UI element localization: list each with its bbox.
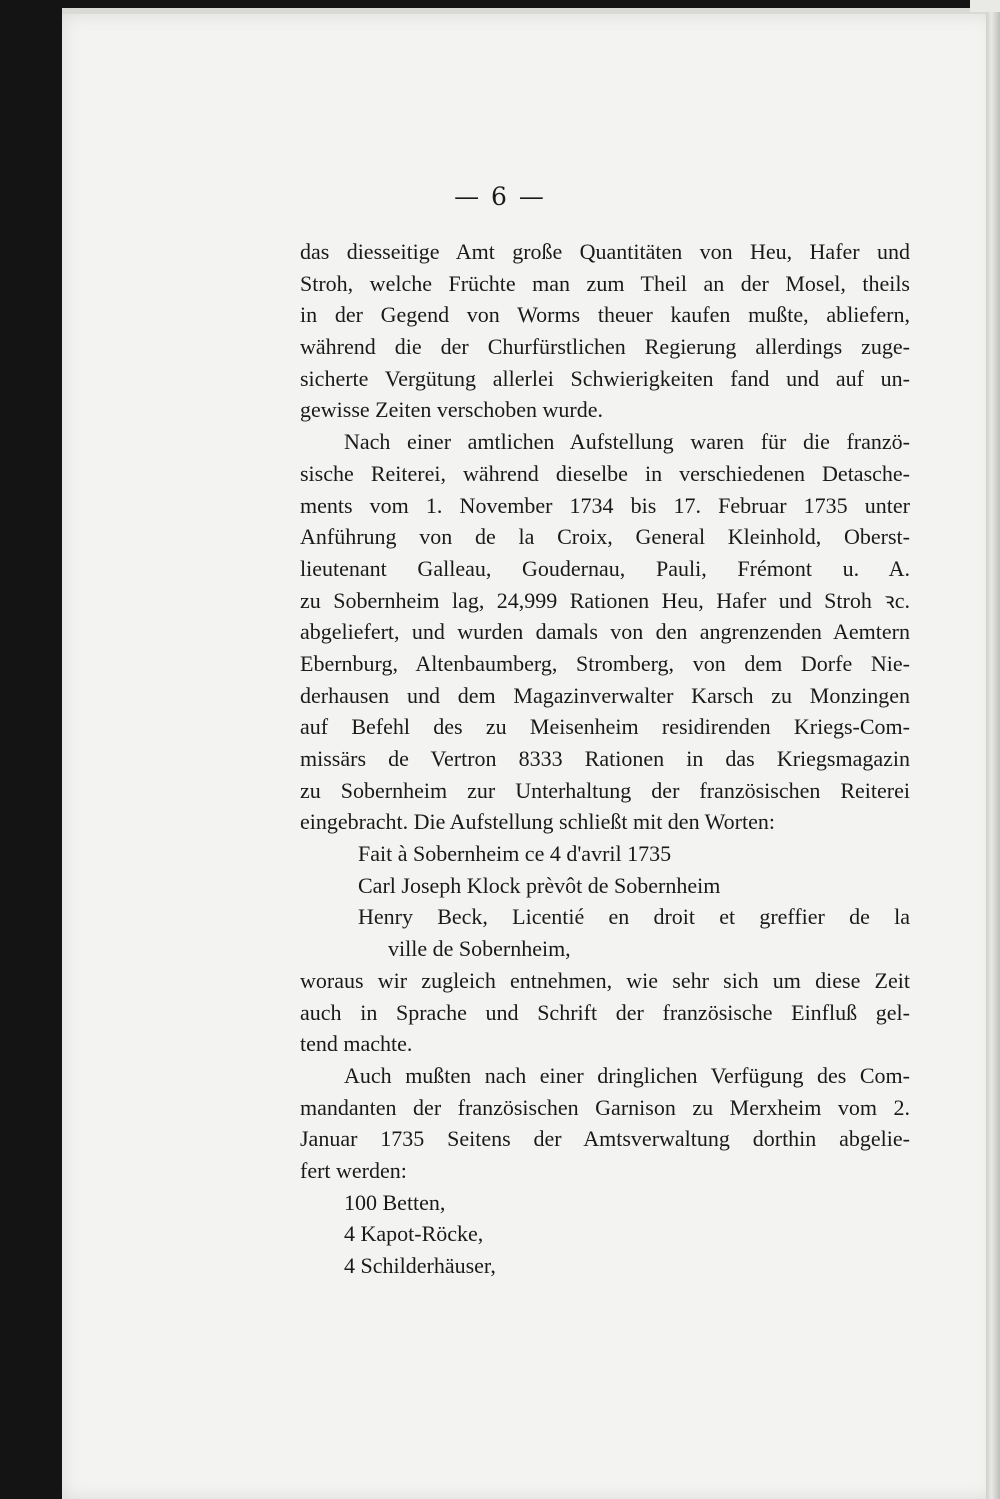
text-line: missärs de Vertron 8333 Rationen in das Kriegsmagazin [300, 746, 910, 771]
text-line: sische Reiterei, während dieselbe in verschiedenen Detasche- [300, 460, 910, 486]
text-line: lieutenant Galleau, Goudernau, Pauli, Frémont u. A. [300, 555, 910, 581]
text-line: Auch mußten nach einer dringlichen Verfügung des Com- [344, 1062, 910, 1088]
text-line: Ebernburg, Altenbaumberg, Stromberg, von dem Dorfe Nie- [300, 650, 910, 676]
text-line: Fait à Sobernheim ce 4 d'avril 1735 [358, 841, 672, 867]
text-line: woraus wir zugleich entnehmen, wie sehr sich um diese Zeit [300, 967, 910, 993]
text-line: 4 Kapot-Röcke, [344, 1221, 484, 1247]
text-line: eingebracht. Die Aufstellung schließt mit den Worten: [300, 809, 775, 835]
text-line: Carl Joseph Klock prèvôt de Sobernheim [358, 872, 721, 898]
text-line: sicherte Vergütung allerlei Schwierigkeiten fand und auf un- [300, 365, 910, 391]
text-line: zu Sobernheim zur Unterhaltung der französischen Reiterei [300, 777, 910, 803]
text-line: abgeliefert, und wurden damals von den angrenzenden Aemtern [300, 619, 910, 645]
page-corner [970, 0, 1000, 12]
text-line: tend machte. [300, 1031, 413, 1057]
text-line: in der Gegend von Worms theuer kaufen mußte, abliefern, [300, 302, 910, 328]
text-line: auf Befehl des zu Meisenheim residirenden Kriegs-Com- [300, 714, 910, 740]
body-text [300, 236, 910, 1282]
text-line: Nach einer amtlichen Aufstellung waren für die franzö- [344, 429, 910, 455]
text-line: 4 Schilderhäuser, [344, 1253, 496, 1278]
text-line: Anführung von de la Croix, General Kleinhold, Oberst- [300, 524, 910, 550]
text-line: gewisse Zeiten verschoben wurde. [300, 397, 604, 423]
text-line: mandanten der französischen Garnison zu Merxheim vom 2. [300, 1094, 910, 1120]
text-line: auch in Sprache und Schrift der französische Einfluß gel- [300, 999, 910, 1025]
text-line: Henry Beck, Licentié en droit et greffier de la [358, 904, 910, 930]
text-line: fert werden: [300, 1157, 407, 1183]
text-line: Januar 1735 Seitens der Amtsverwaltung dorthin abgelie- [300, 1126, 910, 1152]
text-line: derhausen und dem Magazinverwalter Karsch zu Monzingen [300, 682, 910, 708]
text-line: das diesseitige Amt große Quantitäten von Heu, Hafer und [300, 239, 910, 264]
text-line: Stroh, welche Früchte man zum Theil an der Mosel, theils [300, 270, 910, 296]
text-line: während die der Churfürstlichen Regierung allerdings zuge- [300, 334, 910, 360]
text-line: 100 Betten, [344, 1189, 446, 1215]
text-line: zu Sobernheim lag, 24,999 Rationen Heu, Hafer und Stroh ꝛc. [300, 587, 910, 613]
text-line: ments vom 1. November 1734 bis 17. Februar 1735 unter [300, 492, 910, 518]
text-line: ville de Sobernheim, [388, 936, 571, 962]
page-number: — 6 — [454, 182, 546, 211]
page-edge-right [986, 0, 1000, 1499]
